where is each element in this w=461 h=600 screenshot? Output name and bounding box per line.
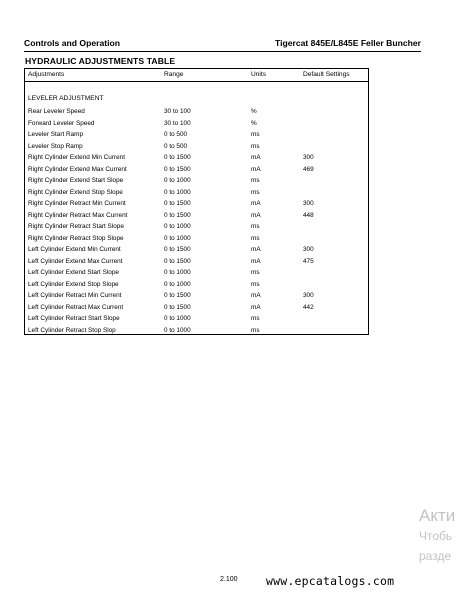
table-row — [25, 187, 368, 199]
cell-range: 0 to 1000 — [164, 269, 191, 276]
overlay-line-1: Акти — [419, 506, 456, 525]
page-header — [24, 38, 421, 52]
overlay-line-3: разде — [419, 549, 452, 563]
table-row — [25, 325, 368, 337]
overlay-line-2: Чтобь — [419, 529, 453, 543]
cell-range: 0 to 1000 — [164, 234, 191, 242]
table-row — [25, 279, 368, 291]
cell-adjustment-name: Leveler Stop Ramp — [28, 142, 83, 150]
table-row — [25, 106, 368, 118]
cell-units: mA — [251, 246, 261, 253]
table-row — [25, 302, 368, 314]
cell-units: ms — [251, 131, 260, 138]
cell-default-setting: 475 — [303, 257, 314, 265]
cell-adjustment-name: Left Cylinder Extend Stop Slope — [28, 280, 119, 288]
cell-units: % — [251, 119, 257, 127]
cell-range: 0 to 1500 — [164, 292, 191, 299]
cell-units: ms — [251, 177, 260, 184]
table-row — [25, 152, 368, 164]
cell-default-setting: 300 — [303, 154, 314, 161]
table-row — [25, 313, 368, 325]
cell-default-setting: 300 — [303, 292, 314, 299]
cell-adjustment-name: Left Cylinder Extend Start Slope — [28, 269, 119, 276]
table-row — [25, 256, 368, 268]
table-row — [25, 267, 368, 279]
cell-range: 0 to 1000 — [164, 280, 191, 288]
cell-range: 0 to 1000 — [164, 315, 191, 322]
cell-units: ms — [251, 326, 260, 334]
cell-adjustment-name: Forward Leveler Speed — [28, 119, 95, 127]
cell-range: 0 to 1500 — [164, 257, 191, 265]
adjustments-table — [24, 68, 369, 335]
cell-range: 0 to 1000 — [164, 223, 191, 230]
header-section-title: Controls and Operation — [24, 38, 120, 48]
cell-range: 0 to 1500 — [164, 246, 191, 253]
cell-range: 0 to 500 — [164, 131, 188, 138]
column-header-default-settings: Default Settings — [303, 71, 350, 78]
cell-adjustment-name: Left Cylinder Extend Max Current — [28, 257, 123, 265]
cell-default-setting: 442 — [303, 303, 314, 311]
cell-range: 0 to 1500 — [164, 154, 191, 161]
table-row — [25, 164, 368, 176]
cell-adjustment-name: Leveler Start Ramp — [28, 131, 84, 138]
cell-range: 0 to 500 — [164, 142, 188, 150]
table-row — [25, 141, 368, 153]
cell-units: ms — [251, 223, 260, 230]
table-header-row — [25, 69, 368, 82]
cell-units: ms — [251, 234, 260, 242]
cell-adjustment-name: Right Cylinder Retract Start Slope — [28, 223, 124, 230]
page-number: 2.100 — [220, 576, 238, 583]
cell-default-setting: 469 — [303, 165, 314, 173]
table-row — [25, 175, 368, 187]
cell-range: 0 to 1000 — [164, 177, 191, 184]
cell-range: 0 to 1500 — [164, 200, 191, 207]
cell-default-setting: 448 — [303, 211, 314, 219]
column-header-adjustments: Adjustments — [28, 71, 65, 78]
cell-range: 0 to 1000 — [164, 326, 191, 334]
cell-units: ms — [251, 142, 260, 150]
cell-range: 0 to 1500 — [164, 211, 191, 219]
table-row — [25, 210, 368, 222]
cell-adjustment-name: Right Cylinder Extend Start Slope — [28, 177, 124, 184]
cell-range: 30 to 100 — [164, 119, 191, 127]
table-row — [25, 233, 368, 245]
cell-range: 30 to 100 — [164, 108, 191, 115]
cell-adjustment-name: Left Cylinder Retract Stop Slop — [28, 326, 116, 334]
group-label-leveler: LEVELER ADJUSTMENT — [28, 95, 104, 102]
cell-default-setting: 300 — [303, 200, 314, 207]
cell-adjustment-name: Right Cylinder Extend Max Current — [28, 165, 127, 173]
cell-adjustment-name: Left Cylinder Extend Min Current — [28, 246, 121, 253]
cell-adjustment-name: Left Cylinder Retract Min Current — [28, 292, 122, 299]
cell-units: mA — [251, 154, 261, 161]
cell-units: ms — [251, 315, 260, 322]
cell-units: ms — [251, 188, 260, 196]
cell-adjustment-name: Right Cylinder Retract Stop Slope — [28, 234, 124, 242]
table-row — [25, 198, 368, 210]
cell-adjustment-name: Rear Leveler Speed — [28, 108, 85, 115]
column-header-range: Range — [164, 71, 184, 78]
cell-default-setting: 300 — [303, 246, 314, 253]
cell-units: mA — [251, 292, 261, 299]
cell-units: ms — [251, 280, 260, 288]
cell-adjustment-name: Left Cylinder Retract Start Slope — [28, 315, 120, 322]
cell-range: 0 to 1500 — [164, 303, 191, 311]
cell-range: 0 to 1500 — [164, 165, 191, 173]
table-row — [25, 129, 368, 141]
cell-units: mA — [251, 303, 261, 311]
cell-units: % — [251, 108, 257, 115]
cell-units: ms — [251, 269, 260, 276]
cell-adjustment-name: Right Cylinder Retract Min Current — [28, 200, 126, 207]
table-title: HYDRAULIC ADJUSTMENTS TABLE — [25, 56, 176, 66]
cell-range: 0 to 1000 — [164, 188, 191, 196]
cell-units: mA — [251, 257, 261, 265]
column-header-units: Units — [251, 71, 267, 78]
table-row — [25, 118, 368, 130]
table-body — [25, 106, 368, 336]
header-manual-title: Tigercat 845E/L845E Feller Buncher — [274, 38, 421, 48]
cell-units: mA — [251, 211, 261, 219]
cell-adjustment-name: Right Cylinder Retract Max Current — [28, 211, 128, 219]
cell-units: mA — [251, 200, 261, 207]
cell-adjustment-name: Right Cylinder Extend Stop Slope — [28, 188, 123, 196]
website-watermark[interactable]: www.epcatalogs.com — [266, 574, 395, 588]
cell-adjustment-name: Left Cylinder Retract Max Current — [28, 303, 124, 311]
cell-units: mA — [251, 165, 261, 173]
table-row — [25, 290, 368, 302]
activation-overlay-text — [419, 506, 455, 566]
table-row — [25, 244, 368, 256]
table-row — [25, 221, 368, 233]
cell-adjustment-name: Right Cylinder Extend Min Current — [28, 154, 125, 161]
